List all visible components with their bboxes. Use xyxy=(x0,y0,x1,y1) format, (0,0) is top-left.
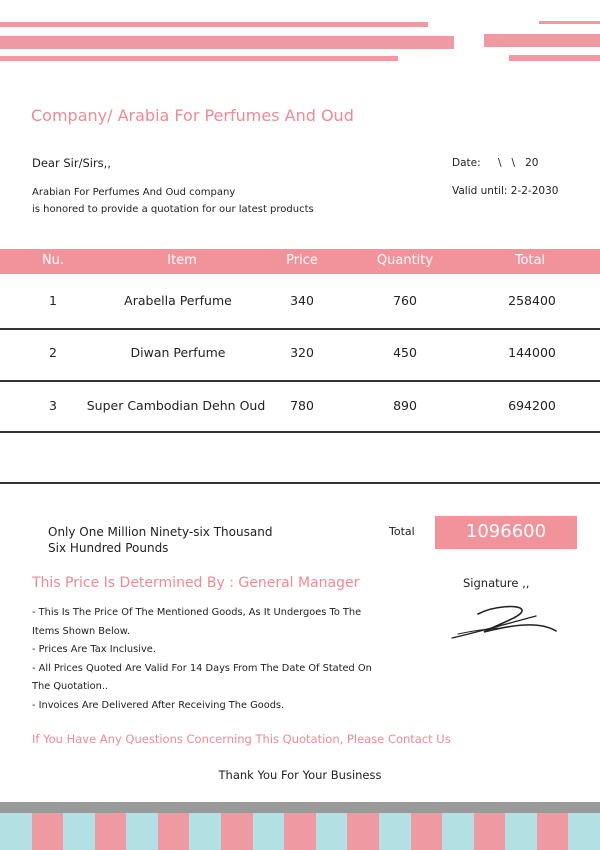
cell-no: 1 xyxy=(49,293,57,308)
cell-price: 320 xyxy=(290,345,314,360)
cell-no: 2 xyxy=(49,345,57,360)
table-header xyxy=(0,249,600,274)
col-header-no: Nu. xyxy=(41,253,65,268)
cell-price: 780 xyxy=(290,398,314,413)
cell-quantity: 890 xyxy=(393,398,417,413)
row-divider xyxy=(0,431,600,433)
col-header-total: Total xyxy=(514,253,546,268)
col-header-price: Price xyxy=(286,253,318,268)
intro-line-2: is honored to provide a quotation for our latest products xyxy=(32,204,314,215)
amount-words-line-1: Only One Million Ninety-six Thousand xyxy=(48,525,273,539)
cell-total: 144000 xyxy=(508,345,556,360)
terms-list xyxy=(32,604,392,715)
cell-quantity: 450 xyxy=(393,345,417,360)
date-field xyxy=(452,157,538,169)
table-row xyxy=(0,276,600,329)
header-bar-2 xyxy=(0,36,454,49)
header-bar-5 xyxy=(484,34,600,47)
cell-item: Arabella Perfume xyxy=(124,293,232,308)
header-bar-3 xyxy=(0,56,398,61)
questions-contact: If You Have Any Questions Concerning This Quotation, Please Contact Us xyxy=(32,732,451,746)
signature-scribble xyxy=(448,600,563,645)
company-title: Company/ Arabia For Perfumes And Oud xyxy=(31,106,354,125)
cell-price: 340 xyxy=(290,293,314,308)
col-header-item: Item xyxy=(167,253,197,268)
cell-total: 694200 xyxy=(508,398,556,413)
footer-grey-band xyxy=(0,802,600,813)
header-bar-6 xyxy=(509,55,600,61)
total-label: Total xyxy=(389,525,415,538)
cell-item: Diwan Perfume xyxy=(130,345,226,360)
greeting: Dear Sir/Sirs,, xyxy=(32,156,111,170)
col-header-quantity: Quantity xyxy=(376,253,434,268)
table-bottom-divider xyxy=(0,482,600,484)
table-row xyxy=(0,328,600,381)
amount-in-words xyxy=(48,524,272,556)
note-line: The Quotation.. xyxy=(32,681,109,692)
amount-words-line-2: Six Hundred Pounds xyxy=(48,541,169,555)
note-line: - This Is The Price Of The Mentioned Goods, As It Undergoes To The xyxy=(32,607,362,618)
header-bar-4 xyxy=(539,21,600,24)
valid-until: Valid until: 2-2-2030 xyxy=(452,185,559,197)
header-bar-1 xyxy=(0,22,428,27)
signature-label: Signature ,, xyxy=(463,576,530,590)
footer-stripes xyxy=(0,813,600,850)
note-line: Items Shown Below. xyxy=(32,625,130,637)
intro-text xyxy=(32,184,314,218)
cell-no: 3 xyxy=(49,398,57,413)
note-line: - Prices Are Tax Inclusive. xyxy=(32,644,156,655)
intro-line-1: Arabian For Perfumes And Oud company xyxy=(32,187,236,198)
date-label: Date: xyxy=(452,157,481,169)
cell-total: 258400 xyxy=(508,293,556,308)
thank-you-note: Thank You For Your Business xyxy=(218,768,382,782)
table-row xyxy=(0,381,600,434)
note-line: - All Prices Quoted Are Valid For 14 Days From The Date Of Stated On xyxy=(32,662,372,674)
total-value: 1096600 xyxy=(435,516,577,549)
cell-item: Super Cambodian Dehn Oud xyxy=(86,398,266,413)
cell-quantity: 760 xyxy=(393,293,417,308)
date-value: \ \ 20 xyxy=(497,157,539,169)
note-line: - Invoices Are Delivered After Receiving The Goods. xyxy=(32,699,285,711)
determined-by: This Price Is Determined By : General Manager xyxy=(32,575,360,591)
